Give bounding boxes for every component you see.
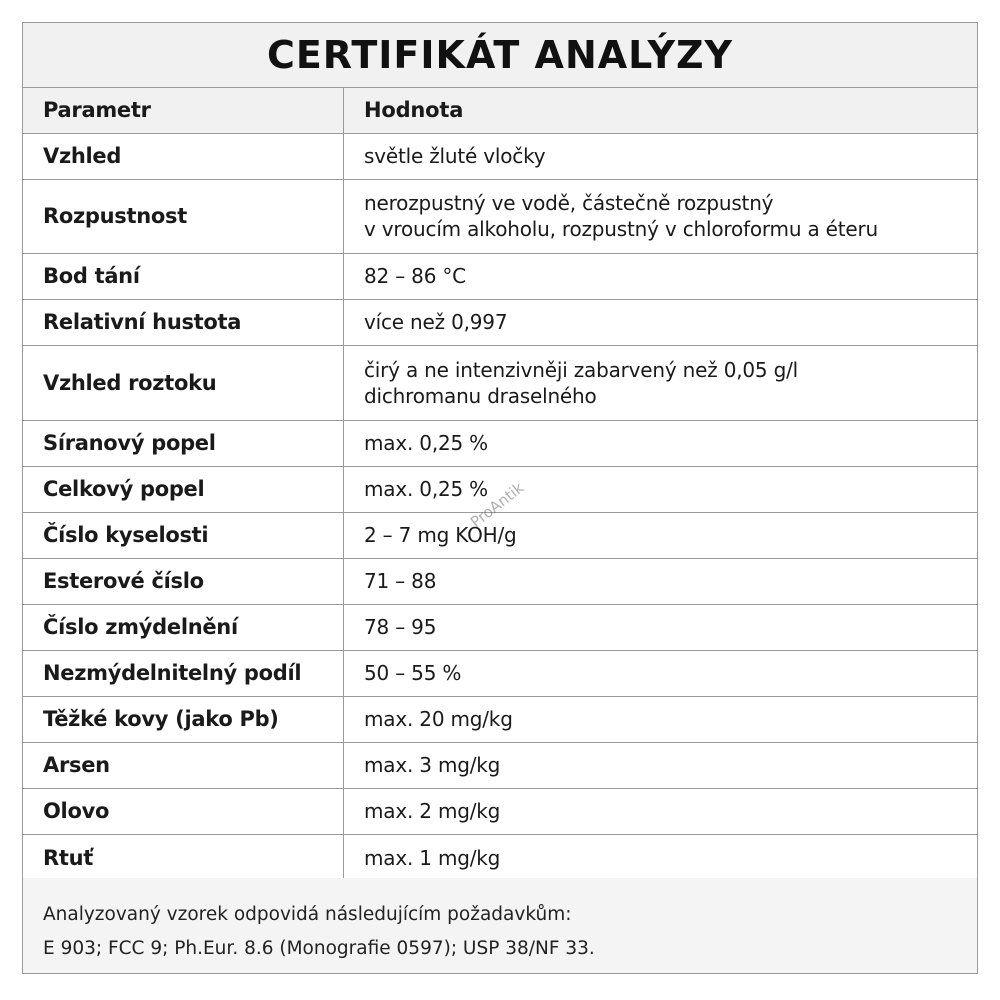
header-value: Hodnota	[344, 88, 978, 133]
parameter-cell: Vzhled	[23, 133, 344, 179]
header-parameter: Parametr	[23, 88, 344, 133]
compliance-note-line-1: Analyzovaný vzorek odpovidá následujícím požadavkům:	[43, 904, 572, 925]
value-cell: max. 0,25 %	[344, 420, 978, 466]
title-bar	[23, 23, 977, 88]
table-row	[23, 512, 977, 558]
parameter-cell: Arsen	[23, 742, 344, 788]
watermark: ProAntik	[467, 478, 528, 532]
value-cell: nerozpustný ve vodě, částečně rozpustný v vroucím alkoholu, rozpustný v chloroformu a éteru	[344, 179, 978, 253]
compliance-note-line-2: E 903; FCC 9; Ph.Eur. 8.6 (Monografie 0597); USP 38/NF 33.	[43, 938, 595, 959]
table-row	[23, 466, 977, 512]
value-cell: více než 0,997	[344, 299, 978, 345]
parameter-cell: Nezmýdelnitelný podíl	[23, 650, 344, 696]
compliance-note	[23, 878, 977, 973]
table-row	[23, 558, 977, 604]
value-cell: 78 – 95	[344, 604, 978, 650]
table-header-row	[23, 88, 977, 133]
value-cell: max. 0,25 %	[344, 466, 978, 512]
analysis-table	[23, 88, 977, 883]
parameter-cell: Relativní hustota	[23, 299, 344, 345]
table-row	[23, 696, 977, 742]
value-cell: 71 – 88	[344, 558, 978, 604]
table-row	[23, 834, 977, 882]
table-row	[23, 420, 977, 466]
parameter-cell: Olovo	[23, 788, 344, 834]
parameter-cell: Těžké kovy (jako Pb)	[23, 696, 344, 742]
value-cell: 50 – 55 %	[344, 650, 978, 696]
parameter-cell: Číslo zmýdelnění	[23, 604, 344, 650]
certificate-sheet	[22, 22, 978, 974]
page-title: CERTIFIKÁT ANALÝZY	[266, 33, 734, 77]
table-row	[23, 650, 977, 696]
parameter-cell: Síranový popel	[23, 420, 344, 466]
parameter-cell: Rozpustnost	[23, 179, 344, 253]
table-row	[23, 253, 977, 299]
parameter-cell: Vzhled roztoku	[23, 345, 344, 420]
value-cell: čirý a ne intenzivněji zabarvený než 0,05 g/l dichromanu draselného	[344, 345, 978, 420]
table-row	[23, 345, 977, 420]
parameter-cell: Rtuť	[23, 834, 344, 882]
table-row	[23, 179, 977, 253]
table-row	[23, 788, 977, 834]
value-cell: 2 – 7 mg KOH/g	[344, 512, 978, 558]
value-cell: světle žluté vločky	[344, 133, 978, 179]
table-row	[23, 299, 977, 345]
parameter-cell: Esterové číslo	[23, 558, 344, 604]
table-row	[23, 133, 977, 179]
parameter-cell: Celkový popel	[23, 466, 344, 512]
value-cell: 82 – 86 °C	[344, 253, 978, 299]
parameter-cell: Bod tání	[23, 253, 344, 299]
value-cell: max. 2 mg/kg	[344, 788, 978, 834]
value-cell: max. 3 mg/kg	[344, 742, 978, 788]
table-row	[23, 604, 977, 650]
value-cell: max. 20 mg/kg	[344, 696, 978, 742]
table-row	[23, 742, 977, 788]
value-cell: max. 1 mg/kg	[344, 834, 978, 882]
parameter-cell: Číslo kyselosti	[23, 512, 344, 558]
